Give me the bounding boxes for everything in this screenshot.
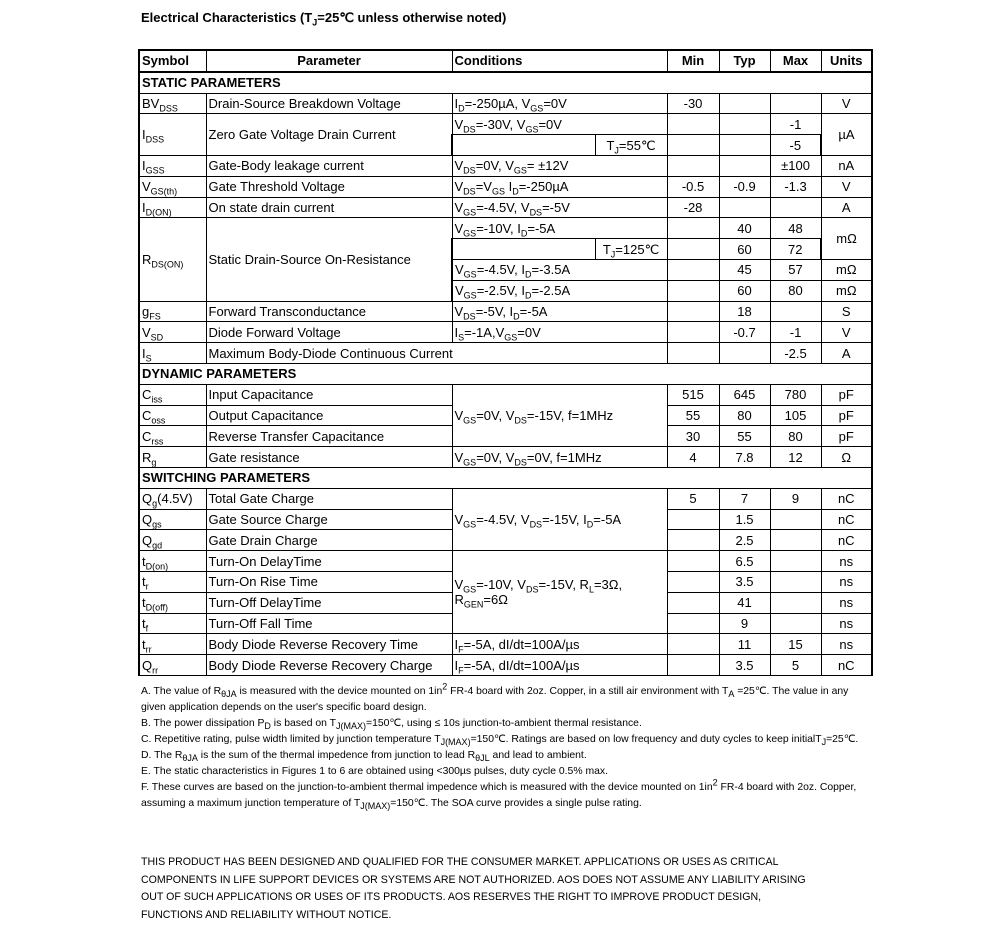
table-row — [139, 447, 872, 468]
symbol-tdon: $t_{D(on)}$ — [139, 551, 206, 572]
max-qrr: 5 — [770, 655, 821, 676]
min-trr — [667, 634, 719, 655]
header-min: Min — [667, 50, 719, 72]
cond-rg: $V_{GS}=0V$, $V_{DS}=0V$, f=1MHz — [452, 447, 667, 468]
typ-trr: 11 — [719, 634, 770, 655]
max-tdon — [770, 551, 821, 572]
min-vsd — [667, 322, 719, 343]
param-rdson: Static Drain-Source On-Resistance — [206, 218, 452, 301]
typ-qrr: 3.5 — [719, 655, 770, 676]
table-row — [139, 655, 872, 676]
min-rdson-3 — [667, 259, 719, 280]
typ-coss: 80 — [719, 405, 770, 426]
typ-gfs: 18 — [719, 301, 770, 322]
disclaimer-line: COMPONENTS IN LIFE SUPPORT DEVICES OR SYSTEMS ARE NOT AUTHORIZED. AOS DOES NOT ASSUME ANY LIABILITY ARISING — [141, 873, 806, 886]
cond-gfs: $V_{DS}=-5V$, $I_D=-5A$ — [452, 301, 667, 322]
max-crss: 80 — [770, 426, 821, 447]
param-coss: Output Capacitance — [206, 405, 452, 426]
max-coss: 105 — [770, 405, 821, 426]
cond-capacitance: $V_{GS}=0V$, $V_{DS}=-15V$, f=1MHz — [452, 384, 667, 446]
min-ciss: 515 — [667, 384, 719, 405]
section-row — [139, 467, 872, 488]
param-gfs: Forward Transconductance — [206, 301, 452, 322]
cond-rdson-blank — [452, 239, 595, 260]
min-rdson-2 — [667, 239, 719, 260]
unit-qgd: nC — [821, 530, 872, 551]
max-qgd — [770, 530, 821, 551]
table-row — [139, 488, 872, 509]
section-dynamic: DYNAMIC PARAMETERS — [139, 363, 872, 384]
unit-bvdss: V — [821, 93, 872, 114]
symbol-vgsth: $V_{GS(th)}$ — [139, 176, 206, 197]
disclaimer-line: FUNCTIONS AND RELIABILITY WITHOUT NOTICE. — [141, 908, 392, 921]
cond-idss-temp: $T_J=55℃$ — [595, 135, 667, 156]
typ-rdson-1: 40 — [719, 218, 770, 239]
max-rdson-3: 57 — [770, 259, 821, 280]
param-vsd: Diode Forward Voltage — [206, 322, 452, 343]
symbol-gfs: $g_{FS}$ — [139, 301, 206, 322]
min-coss: 55 — [667, 405, 719, 426]
min-rdson-4 — [667, 280, 719, 301]
max-idss-2: -5 — [770, 135, 821, 156]
table-header-row — [139, 50, 872, 72]
max-trr: 15 — [770, 634, 821, 655]
electrical-characteristics-table — [138, 49, 873, 676]
header-units: Units — [821, 50, 872, 72]
param-crss: Reverse Transfer Capacitance — [206, 426, 452, 447]
unit-rdson-1: mΩ — [821, 218, 872, 260]
table-row — [139, 322, 872, 343]
unit-qg: nC — [821, 488, 872, 509]
max-qgs — [770, 509, 821, 530]
symbol-tf: $t_f$ — [139, 613, 206, 634]
typ-qgd: 2.5 — [719, 530, 770, 551]
max-vsd: -1 — [770, 322, 821, 343]
min-gfs — [667, 301, 719, 322]
unit-crss: pF — [821, 426, 872, 447]
unit-rdson-3: mΩ — [821, 259, 872, 280]
symbol-rg: $R_g$ — [139, 447, 206, 468]
max-bvdss — [770, 93, 821, 114]
typ-idon — [719, 197, 770, 218]
min-idss-2 — [667, 135, 719, 156]
symbol-igss: $I_{GSS}$ — [139, 155, 206, 176]
max-rdson-2: 72 — [770, 239, 821, 260]
table-row — [139, 114, 872, 135]
disclaimer-line: THIS PRODUCT HAS BEEN DESIGNED AND QUALIFIED FOR THE CONSUMER MARKET. APPLICATIONS OR USES AS CRITICAL — [141, 856, 779, 868]
max-rdson-1: 48 — [770, 218, 821, 239]
typ-tdon: 6.5 — [719, 551, 770, 572]
section-row — [139, 72, 872, 93]
table-row — [139, 343, 872, 364]
header-conditions: Conditions — [452, 50, 667, 72]
cond-trr: $I_F=-5A$, dI/dt=100A/µs — [452, 634, 667, 655]
unit-gfs: S — [821, 301, 872, 322]
param-idon: On state drain current — [206, 197, 452, 218]
table-row — [139, 301, 872, 322]
note-e: E. The static characteristics in Figures 1 to 6 are obtained using <300µs pulses, duty cycle 0.5% max. — [141, 766, 608, 777]
header-parameter: Parameter — [206, 50, 452, 72]
cond-switching: $V_{GS}=-10V$, $V_{DS}=-15V$, $R_L=3\Omega$, $R_{GEN}=6\Omega$ — [452, 551, 667, 634]
disclaimer — [141, 854, 861, 924]
cond-bvdss: $I_D=-250\mu A$, $V_{GS}=0V$ — [452, 93, 667, 114]
unit-vsd: V — [821, 322, 872, 343]
cond-rdson-1: $V_{GS}=-10V$, $I_D=-5A$ — [452, 218, 667, 239]
min-igss — [667, 155, 719, 176]
unit-trr: ns — [821, 634, 872, 655]
param-tf: Turn-Off Fall Time — [206, 613, 452, 634]
min-tdoff — [667, 592, 719, 613]
max-qg: 9 — [770, 488, 821, 509]
min-tr — [667, 571, 719, 592]
typ-bvdss — [719, 93, 770, 114]
param-tdoff: Turn-Off DelayTime — [206, 592, 452, 613]
header-symbol: Symbol — [139, 50, 206, 72]
unit-qrr: nC — [821, 655, 872, 676]
max-tdoff — [770, 592, 821, 613]
param-tdon: Turn-On DelayTime — [206, 551, 452, 572]
typ-vsd: -0.7 — [719, 322, 770, 343]
unit-is: A — [821, 343, 872, 364]
typ-idss-2 — [719, 135, 770, 156]
disclaimer-line: OUT OF SUCH APPLICATIONS OR USES OF ITS PRODUCTS. AOS RESERVES THE RIGHT TO IMPROVE PRODUCT DESIGN, — [141, 891, 762, 903]
param-idss: Zero Gate Voltage Drain Current — [206, 114, 452, 156]
min-rdson-1 — [667, 218, 719, 239]
max-gfs — [770, 301, 821, 322]
typ-ciss: 645 — [719, 384, 770, 405]
unit-idon: A — [821, 197, 872, 218]
typ-tr: 3.5 — [719, 571, 770, 592]
table-row — [139, 551, 872, 572]
symbol-rdson: $R_{DS(ON)}$ — [139, 218, 206, 301]
symbol-qrr: $Q_{rr}$ — [139, 655, 206, 676]
table-row — [139, 176, 872, 197]
max-ciss: 780 — [770, 384, 821, 405]
symbol-idon: $I_{D(ON)}$ — [139, 197, 206, 218]
typ-qgs: 1.5 — [719, 509, 770, 530]
param-trr: Body Diode Reverse Recovery Time — [206, 634, 452, 655]
section-switching: SWITCHING PARAMETERS — [139, 467, 872, 488]
min-vgsth: -0.5 — [667, 176, 719, 197]
symbol-idss: $I_{DSS}$ — [139, 114, 206, 156]
max-idss-1: -1 — [770, 114, 821, 135]
max-vgsth: -1.3 — [770, 176, 821, 197]
table-row — [139, 197, 872, 218]
max-rdson-4: 80 — [770, 280, 821, 301]
max-tf — [770, 613, 821, 634]
table-row — [139, 155, 872, 176]
cond-vgsth: $V_{DS}=V_{GS}$ $I_D=-250\mu A$ — [452, 176, 667, 197]
note-d: D. The $R_{\theta JA}$ is the sum of the thermal impedence from junction to lead $R_{\theta JL}$ and lead to ambient. — [141, 750, 587, 764]
param-rg: Gate resistance — [206, 447, 452, 468]
footnotes — [141, 681, 871, 812]
cond-rdson-temp: $T_J=125℃$ — [595, 239, 667, 260]
unit-tf: ns — [821, 613, 872, 634]
symbol-trr: $t_{rr}$ — [139, 634, 206, 655]
unit-tdoff: ns — [821, 592, 872, 613]
cond-idon: $V_{GS}=-4.5V$, $V_{DS}=-5V$ — [452, 197, 667, 218]
param-is: Maximum Body-Diode Continuous Current — [206, 343, 667, 364]
cond-vsd: $I_S=-1A,V_{GS}=0V$ — [452, 322, 667, 343]
cond-qrr: $I_F=-5A$, dI/dt=100A/µs — [452, 655, 667, 676]
typ-idss — [719, 114, 770, 135]
typ-tdoff: 41 — [719, 592, 770, 613]
param-igss: Gate-Body leakage current — [206, 155, 452, 176]
typ-rdson-3: 45 — [719, 259, 770, 280]
typ-vgsth: -0.9 — [719, 176, 770, 197]
min-rg: 4 — [667, 447, 719, 468]
min-qgs — [667, 509, 719, 530]
symbol-tr: $t_r$ — [139, 571, 206, 592]
unit-igss: nA — [821, 155, 872, 176]
cond-rdson-3: $V_{GS}=-4.5V$, $I_D=-3.5A$ — [452, 259, 667, 280]
symbol-coss: $C_{oss}$ — [139, 405, 206, 426]
unit-idss: µA — [821, 114, 872, 156]
table-row — [139, 93, 872, 114]
symbol-qg-suffix: (4.5V) — [157, 491, 193, 507]
min-idon: -28 — [667, 197, 719, 218]
table-row — [139, 218, 872, 239]
cond-idss: $V_{DS}=-30V$, $V_{GS}=0V$ — [452, 114, 667, 135]
min-bvdss: -30 — [667, 93, 719, 114]
min-is — [667, 343, 719, 364]
param-ciss: Input Capacitance — [206, 384, 452, 405]
typ-qg: 7 — [719, 488, 770, 509]
symbol-qg: $Q_g(4.5V)$ — [139, 488, 206, 509]
unit-vgsth: V — [821, 176, 872, 197]
note-c: C. Repetitive rating, pulse width limited by junction temperature $T_{J(MAX)}=150℃$. Ratings are based on low frequency and duty cycles to keep initialT$_J$=25℃. — [141, 734, 859, 748]
symbol-qgd: $Q_{gd}$ — [139, 530, 206, 551]
cond-idss-blank — [452, 135, 595, 156]
min-idss — [667, 114, 719, 135]
section-row — [139, 363, 872, 384]
max-rg: 12 — [770, 447, 821, 468]
param-bvdss: Drain-Source Breakdown Voltage — [206, 93, 452, 114]
unit-ciss: pF — [821, 384, 872, 405]
typ-rg: 7.8 — [719, 447, 770, 468]
max-is: -2.5 — [770, 343, 821, 364]
note-f: F. These curves are based on the junction-to-ambient thermal impedence which is measured with the device mounted on $1in^2$ FR-4 board with 2oz. Copper, assuming a maximum junction temperature of $T_{J(MAX)}=150℃$. The SOA curve provides a single pulse rating. — [141, 777, 857, 812]
typ-rdson-2: 60 — [719, 239, 770, 260]
min-qgd — [667, 530, 719, 551]
note-b: B. The power dissipation $P_D$ is based on $T_{J(MAX)}=150℃$, using ≤ 10s junction-to-ambient thermal resistance. — [141, 718, 642, 732]
page-title: Electrical Characteristics ($T_J=25℃$ unless otherwise noted) — [141, 10, 507, 28]
typ-rdson-4: 60 — [719, 280, 770, 301]
min-qrr — [667, 655, 719, 676]
min-tdon — [667, 551, 719, 572]
symbol-is: $I_S$ — [139, 343, 206, 364]
param-qgs: Gate Source Charge — [206, 509, 452, 530]
typ-tf: 9 — [719, 613, 770, 634]
param-qgd: Gate Drain Charge — [206, 530, 452, 551]
symbol-qgs: $Q_{gs}$ — [139, 509, 206, 530]
param-qrr: Body Diode Reverse Recovery Charge — [206, 655, 452, 676]
min-qg: 5 — [667, 488, 719, 509]
typ-crss: 55 — [719, 426, 770, 447]
symbol-ciss: $C_{iss}$ — [139, 384, 206, 405]
table-row — [139, 384, 872, 405]
unit-rg: Ω — [821, 447, 872, 468]
param-tr: Turn-On Rise Time — [206, 571, 452, 592]
unit-tr: ns — [821, 571, 872, 592]
max-idon — [770, 197, 821, 218]
param-vgsth: Gate Threshold Voltage — [206, 176, 452, 197]
param-qg: Total Gate Charge — [206, 488, 452, 509]
min-crss: 30 — [667, 426, 719, 447]
table-row — [139, 634, 872, 655]
unit-coss: pF — [821, 405, 872, 426]
section-static: STATIC PARAMETERS — [139, 72, 872, 93]
symbol-tdoff: $t_{D(off)}$ — [139, 592, 206, 613]
cond-gate-charge: $V_{GS}=-4.5V$, $V_{DS}=-15V$, $I_D=-5A$ — [452, 488, 667, 550]
unit-rdson-4: mΩ — [821, 280, 872, 301]
min-tf — [667, 613, 719, 634]
header-max: Max — [770, 50, 821, 72]
header-typ: Typ — [719, 50, 770, 72]
symbol-crss: $C_{rss}$ — [139, 426, 206, 447]
cond-igss: $V_{DS}=0V$, $V_{GS}= \pm 12V$ — [452, 155, 667, 176]
unit-qgs: nC — [821, 509, 872, 530]
typ-igss — [719, 155, 770, 176]
max-tr — [770, 571, 821, 592]
unit-tdon: ns — [821, 551, 872, 572]
cond-rdson-4: $V_{GS}=-2.5V$, $I_D=-2.5A$ — [452, 280, 667, 301]
note-a: A. The value of $R_{\theta JA}$ is measured with the device mounted on $1in^2$ FR-4 board with 2oz. Copper, in a still air environment with $T_A$ =25℃. The value in any given application depends on the user's specific board design. — [141, 681, 849, 713]
max-igss: ±100 — [770, 155, 821, 176]
symbol-bvdss: $BV_{DSS}$ — [139, 93, 206, 114]
symbol-vsd: $V_{SD}$ — [139, 322, 206, 343]
typ-is — [719, 343, 770, 364]
